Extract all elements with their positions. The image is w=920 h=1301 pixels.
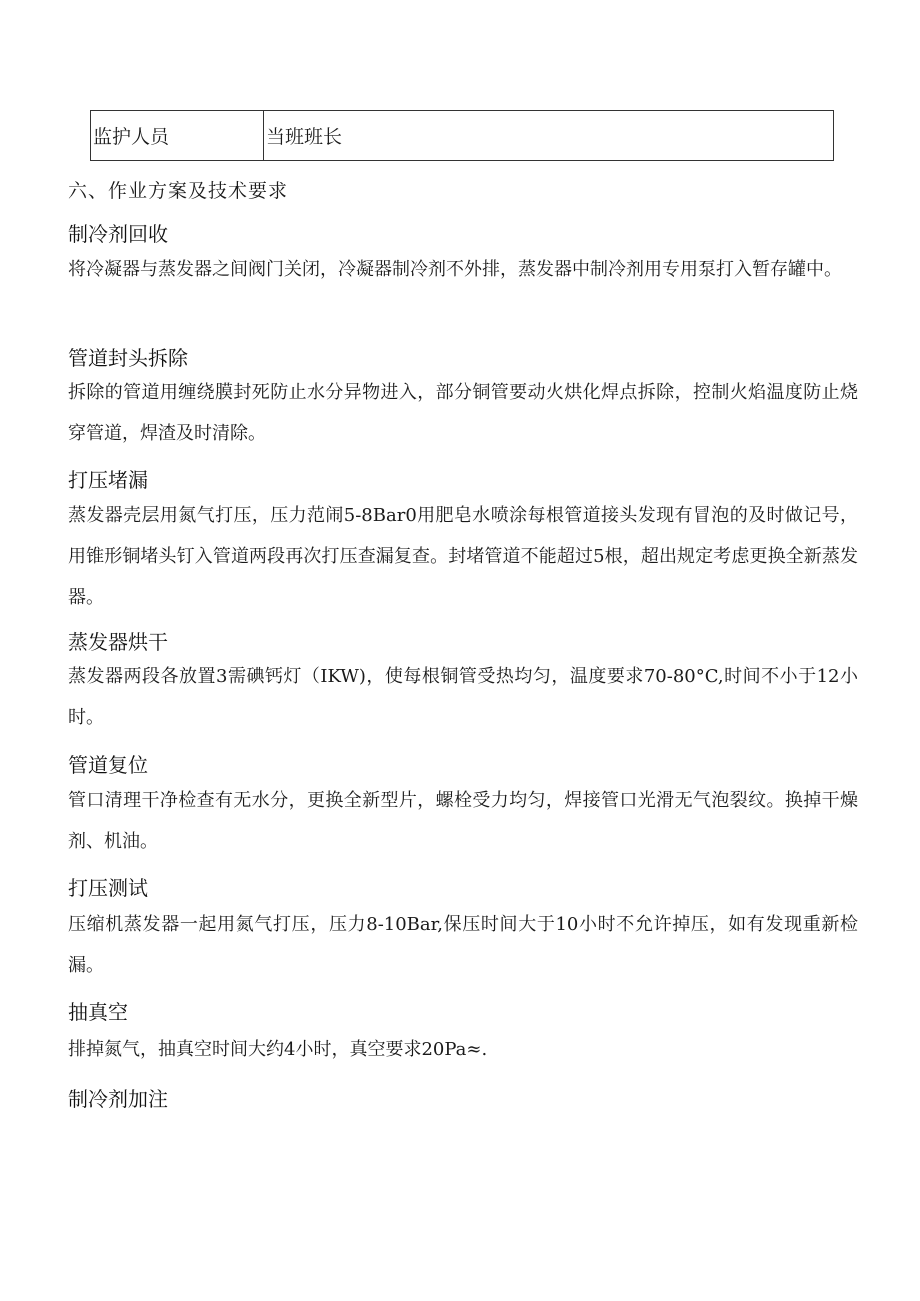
table-row bbox=[91, 111, 834, 161]
para-pressure-leak-plugging: 蒸发器壳层用氮气打压，压力范闹5-8Bar0用肥皂水喷涂每根管道接头发现有冒泡的及时做记号，用锥形铜堵头钉入管道两段再次打压查漏复查。封堵管道不能超过5根，超出规定考虑更换全新蒸发器。 bbox=[68, 505, 858, 608]
para-refrigerant-recovery: 将冷凝器与蒸发器之间阀门关闭，冷凝器制冷剂不外排，蒸发器中制冷剂用专用泵打入暂存罐中。 bbox=[68, 259, 842, 280]
para-pressure-test: 压缩机蒸发器一起用氮气打压，压力8-10Bar,保压时间大于10小时不允许掉压，如有发现重新检漏。 bbox=[68, 914, 858, 976]
heading-evaporator-drying: 蒸发器烘干 bbox=[68, 630, 168, 654]
para-pipe-reset: 管口清理干净检查有无水分，更换全新型片，螺栓受力均匀，焊接管口光滑无气泡裂纹。换掉干燥剂、机油。 bbox=[68, 790, 858, 852]
para-vacuum: 排掉氮气，抽真空时间大约4小时，真空要求20Pa≈. bbox=[68, 1039, 488, 1060]
heading-pressure-test: 打压测试 bbox=[68, 876, 148, 900]
heading-pipe-cap-removal: 管道封头拆除 bbox=[68, 346, 188, 370]
heading-refrigerant-recovery: 制冷剂回收 bbox=[68, 222, 168, 246]
para-evaporator-drying: 蒸发器两段各放置3需碘钙灯（IKW)，使每根铜管受热均匀，温度要求70-80°C,时间不小于12小时。 bbox=[68, 666, 858, 728]
supervisor-table bbox=[90, 110, 834, 161]
heading-refrigerant-charging: 制冷剂加注 bbox=[68, 1087, 168, 1111]
supervisor-label: 监护人员 bbox=[91, 111, 264, 161]
para-pipe-cap-removal: 拆除的管道用缠绕膜封死防止水分异物进入，部分铜管要动火烘化焊点拆除，控制火焰温度防止烧穿管道，焊渣及时清除。 bbox=[68, 382, 858, 444]
section-title: 六、作业方案及技术要求 bbox=[68, 180, 289, 202]
supervisor-value: 当班班长 bbox=[264, 111, 834, 161]
heading-vacuum: 抽真空 bbox=[68, 1000, 128, 1024]
heading-pressure-leak-plugging: 打压堵漏 bbox=[68, 468, 148, 492]
heading-pipe-reset: 管道复位 bbox=[68, 753, 148, 777]
